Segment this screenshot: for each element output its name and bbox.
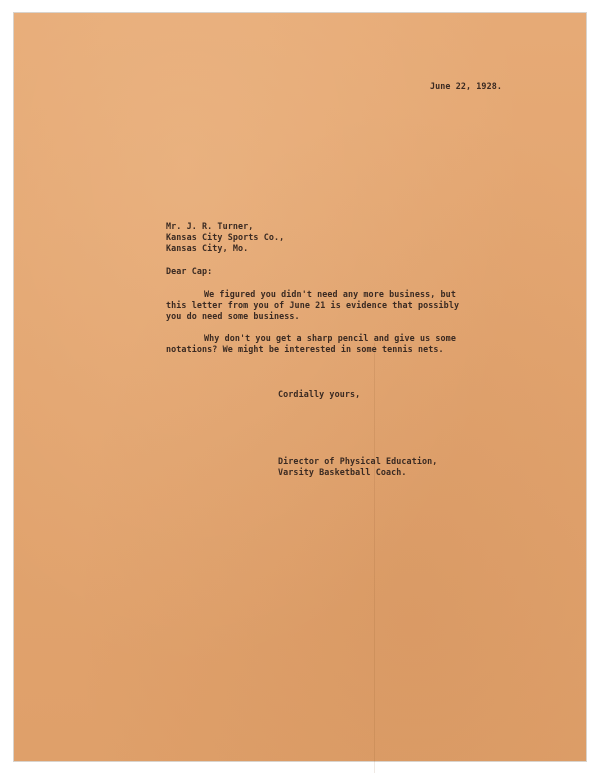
signature-title-1: Director of Physical Education,: [278, 456, 438, 466]
letter-date: June 22, 1928.: [430, 81, 502, 91]
salutation: Dear Cap:: [166, 266, 213, 276]
body-paragraph-2-line-2: notations? We might be interested in some tennis nets.: [166, 344, 444, 354]
letter-sheet: [14, 13, 586, 761]
recipient-name: Mr. J. R. Turner,: [166, 221, 254, 231]
complimentary-close: Cordially yours,: [278, 389, 361, 399]
paper-fold-line: [374, 343, 375, 773]
signature-title-2: Varsity Basketball Coach.: [278, 467, 407, 477]
body-paragraph-2-line-1: Why don't you get a sharp pencil and give us some: [204, 333, 456, 343]
recipient-company: Kansas City Sports Co.,: [166, 232, 285, 242]
recipient-city: Kansas City, Mo.: [166, 243, 249, 253]
body-paragraph-1-line-3: you do need some business.: [166, 311, 300, 321]
body-paragraph-1-line-1: We figured you didn't need any more business, but: [204, 289, 456, 299]
body-paragraph-1-line-2: this letter from you of June 21 is evidence that possibly: [166, 300, 460, 310]
